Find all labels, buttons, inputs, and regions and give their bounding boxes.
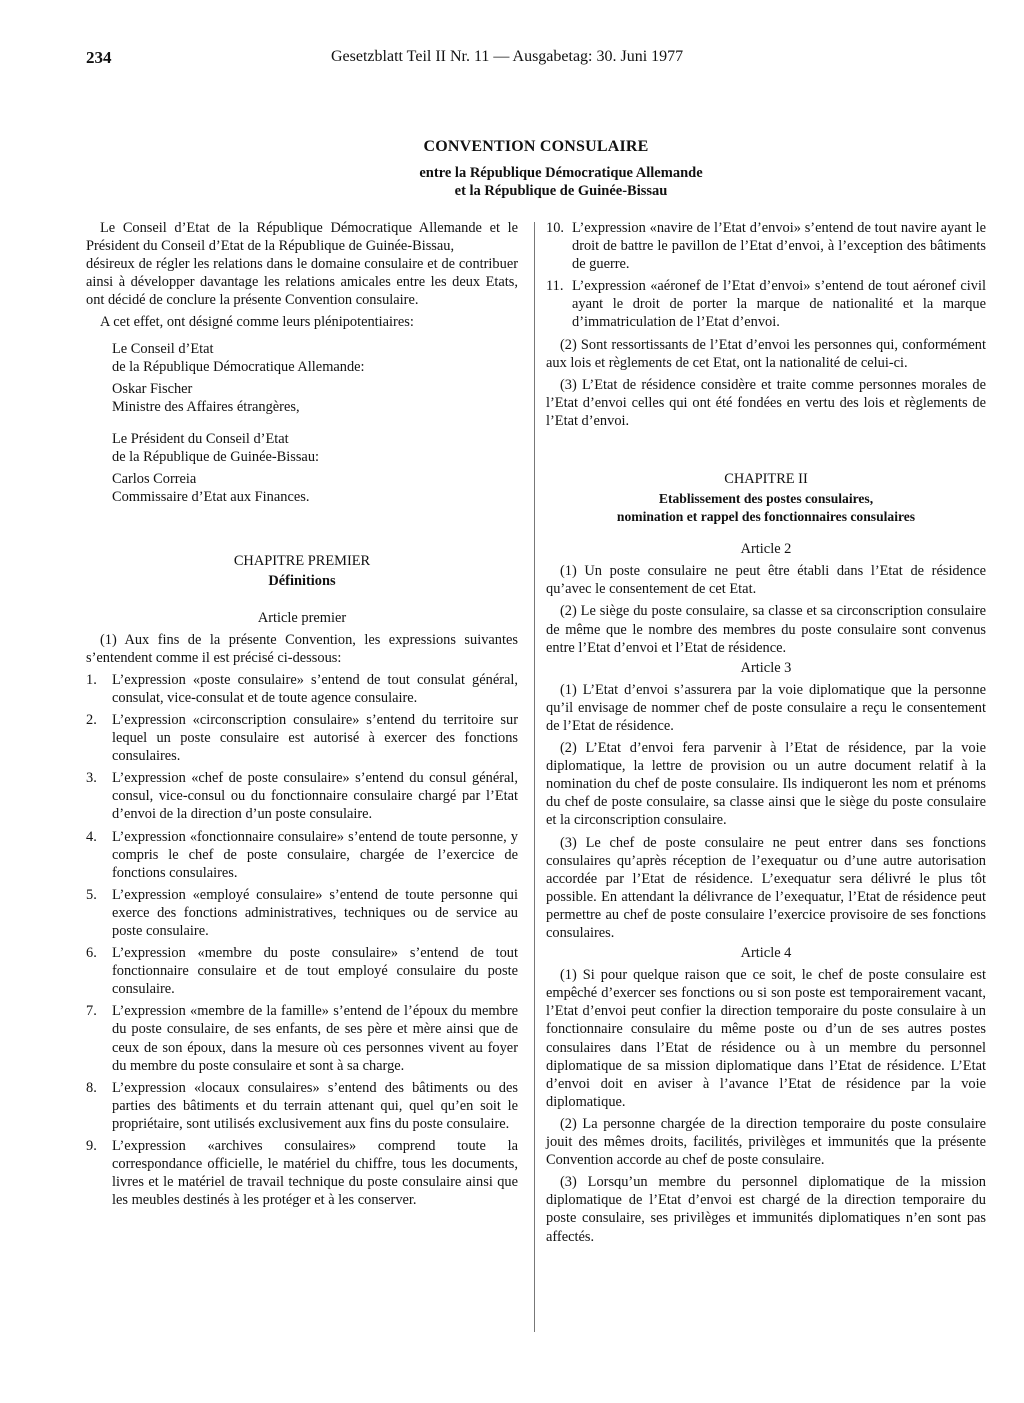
signatory-body: de la République de Guinée-Bissau: (112, 449, 320, 466)
signatory-body: de la République Démocratique Allemande: (112, 358, 365, 375)
signatory-role: Commissaire d’Etat aux Finances. (112, 489, 310, 506)
definition-item (86, 711, 518, 765)
chapter-title: CHAPITRE PREMIER (233, 553, 371, 570)
preamble-paragraph: A cet effet, ont désigné comme leurs plénipotentiaires: (100, 314, 414, 331)
item-text: L’expression «archives consulaires» comprend toute la correspondance officielle, le matériel du chiffre, tous les documents, livres et le matériel de travail technique du poste consulaire ainsi que les meubles destinés à les protéger et à les conserver. (112, 1138, 518, 1209)
column-divider (534, 222, 535, 1332)
article-intro: (1) Aux fins de la présente Convention, les expressions suivantes s’entendent comme il est précisé ci-dessous: (86, 631, 518, 666)
definition-item (86, 1002, 518, 1074)
definition-item (86, 1137, 518, 1209)
item-text: L’expression «aéronef de l’Etat d’envoi» s’entend de tout aéronef civil ayant le droit de porter la marque de nationalité et la marque d’immatriculation de l’Etat d’envoi. (572, 278, 986, 331)
signatory-name (112, 380, 518, 398)
item-number: 11. (546, 278, 564, 295)
chapter-title: CHAPITRE II (724, 471, 808, 488)
subtitle-line: entre la République Démocratique Allemande (419, 165, 703, 181)
definition-item (546, 277, 986, 331)
preamble-paragraph: désireux de régler les relations dans le domaine consulaire et de contribuer ainsi à développer davantage les relations amicales entre les deux Etats, ont décidé de conclure la présente Convention consulaire. (86, 256, 518, 309)
document-subtitle (86, 164, 986, 200)
article-title: Article premier (257, 609, 347, 626)
item-number: 8. (86, 1079, 97, 1096)
signatory-body: Le Conseil d’Etat (112, 340, 214, 357)
running-title: Gesetzblatt Teil II Nr. 11 — Ausgabetag: 30. Juni 1977 (331, 48, 684, 65)
chapter-subtitle (546, 490, 986, 526)
article-title: Article 2 (740, 541, 792, 558)
item-text: L’expression «chef de poste consulaire» s’entend du consul général, consul, vice-consul ou du fonctionnaire consulaire chargé par l’Etat d’envoi de la direction d’un poste consulaire. (112, 770, 518, 823)
item-text: L’expression «membre du poste consulaire» s’entend de tout fonctionnaire consulaire et de tout employé consulaire du poste consulaire. (112, 945, 518, 998)
definition-item (86, 1079, 518, 1133)
item-number: 3. (86, 770, 97, 787)
document-title: CONVENTION CONSULAIRE (423, 138, 649, 155)
article-paragraph: (1) Si pour quelque raison que ce soit, le chef de poste consulaire est empêché d’exercer ses fonctions ou si son poste est temporairement vacant, l’Etat d’envoi peut confier la direction temporaire du poste consulaire à un fonctionnaire consulaire du même poste ou d’un de ses autres postes consulaires dans l’Etat de résidence ou à un membre du personnel diplomatique de sa mission diplomatique dans l’Etat de résidence. L’Etat d’envoi doit en aviser à l’avance l’Etat de résidence par la voie diplomatique. (546, 967, 986, 1110)
signatory-name (112, 470, 518, 488)
item-number: 7. (86, 1003, 97, 1020)
signatory-block (86, 430, 518, 506)
item-number: 2. (86, 711, 97, 728)
preamble-paragraph: Le Conseil d’Etat de la République Démocratique Allemande et le Président du Conseil d’Etat de la République de Guinée-Bissau, (86, 220, 518, 255)
signatory-body: Le Président du Conseil d’Etat (112, 430, 289, 447)
article-paragraph: (2) Le siège du poste consulaire, sa classe et sa circonscription consulaire de même que le nombre des membres du poste consulaire sont convenus entre l’Etat d’envoi et l’Etat de résidence. (546, 603, 986, 656)
article-paragraph: (2) La personne chargée de la direction temporaire du poste consulaire jouit des mêmes droits, facilités, privilèges et immunités que la présente Convention accorde au chef de poste consulaire. (546, 1115, 986, 1169)
signatory-name-text: Carlos Correia (112, 471, 197, 488)
definition-item (86, 828, 518, 882)
item-text: L’expression «employé consulaire» s’entend de toute personne qui exerce des fonctions administratives, techniques ou de service au poste consulaire. (112, 886, 518, 939)
definition-item (546, 219, 986, 273)
item-number: 4. (86, 828, 97, 845)
item-number: 1. (86, 671, 97, 688)
signatory-name-text: Oskar Fischer (112, 380, 193, 397)
article-paragraph: (3) Lorsqu’un membre du personnel diplomatique de la mission diplomatique de l’Etat d’envoi est chargé de la direction temporaire du poste consulaire, ses privilèges et immunités diplomatiques n’en sont pas affectés. (546, 1174, 986, 1245)
signatory-role: Ministre des Affaires étrangères, (112, 398, 300, 415)
title-block (86, 138, 986, 200)
left-column (86, 219, 518, 1209)
item-text: L’expression «navire de l’Etat d’envoi» s’entend de tout navire ayant le droit de battre le pavillon de l’Etat d’envoi, à l’exception des bâtiments de guerre. (572, 220, 986, 273)
chapter-subtitle: Définitions (268, 573, 336, 590)
item-number: 5. (86, 886, 97, 903)
definition-item (86, 944, 518, 998)
article-paragraph: (2) Sont ressortissants de l’Etat d’envoi les personnes qui, conformément aux lois et règlements de cet Etat, ont la nationalité de celui-ci. (546, 336, 986, 371)
definition-item (86, 671, 518, 707)
item-text: L’expression «membre de la famille» s’entend de l’époux du membre du poste consulaire, de ses enfants, de ses père et mère ainsi que de ceux de son époux, dans la mesure où ces personnes vivent au foyer du membre du poste consulaire et sont à sa charge. (112, 1003, 518, 1074)
page-header (86, 48, 986, 72)
article-paragraph: (1) L’Etat d’envoi s’assurera par la voie diplomatique que la personne qu’il envisage de nommer chef de poste consulaire a reçu le consentement de l’Etat de résidence. (546, 681, 986, 734)
subtitle-line: et la République de Guinée-Bissau (454, 183, 668, 199)
article-paragraph: (3) L’Etat de résidence considère et traite comme personnes morales de l’Etat d’envoi celles qui ont été fondées en vertu des lois et règlements de l’Etat d’envoi. (546, 376, 986, 429)
article-paragraph: (1) Un poste consulaire ne peut être établi dans l’Etat de résidence qu’avec le consentement de cet Etat. (546, 563, 986, 598)
item-number: 9. (86, 1138, 97, 1155)
article-paragraph: (3) Le chef de poste consulaire ne peut entrer dans ses fonctions consulaires qu’après réception de l’exequatur ou d’une autre autorisation accordée par l’Etat de résidence. L’exequatur sera délivré le plus tôt possible. En attendant la délivrance de l’exequatur, l’Etat de résidence peut permettre au chef de poste consulaire l’exercice provisoire de ses fonctions consulaires. (546, 834, 986, 941)
article-paragraph: (2) L’Etat d’envoi fera parvenir à l’Etat de résidence, par la voie diplomatique, la lettre de provision ou un autre document relatif à la nomination du chef de poste consulaire. Ils indiqueront les nom et prénoms du chef de poste consulaire, sa classe ainsi que le siège du poste consulaire et la circonscription consulaire. (546, 740, 986, 829)
chapter-subtitle-line: nomination et rappel des fonctionnaires consulaires (616, 509, 916, 525)
definition-item (86, 886, 518, 940)
right-column (546, 219, 986, 1246)
item-number: 10. (546, 220, 564, 236)
signatory-block (86, 340, 518, 416)
page-number: 234 (86, 48, 112, 67)
item-text: L’expression «circonscription consulaire» s’entend du territoire sur lequel un poste consulaire est autorisé à exercer des fonctions consulaires. (112, 711, 518, 765)
item-text: L’expression «poste consulaire» s’entend de tout consulat général, consulat, vice-consulat et de toute agence consulaire. (112, 671, 518, 706)
article-title: Article 3 (740, 659, 792, 676)
article-title: Article 4 (740, 945, 792, 962)
chapter-subtitle-line: Etablissement des postes consulaires, (658, 491, 874, 507)
item-text: L’expression «fonctionnaire consulaire» s’entend de toute personne, y compris le chef de poste consulaire, chargée de l’exercice de fonctions consulaires. (112, 828, 518, 881)
item-text: L’expression «locaux consulaires» s’entend des bâtiments ou des parties des bâtiments et du terrain attenant qui, quel qu’en soit le propriétaire, sont utilisés exclusivement aux fins du poste consulaire. (112, 1079, 518, 1132)
item-number: 6. (86, 945, 97, 962)
definition-item (86, 769, 518, 823)
